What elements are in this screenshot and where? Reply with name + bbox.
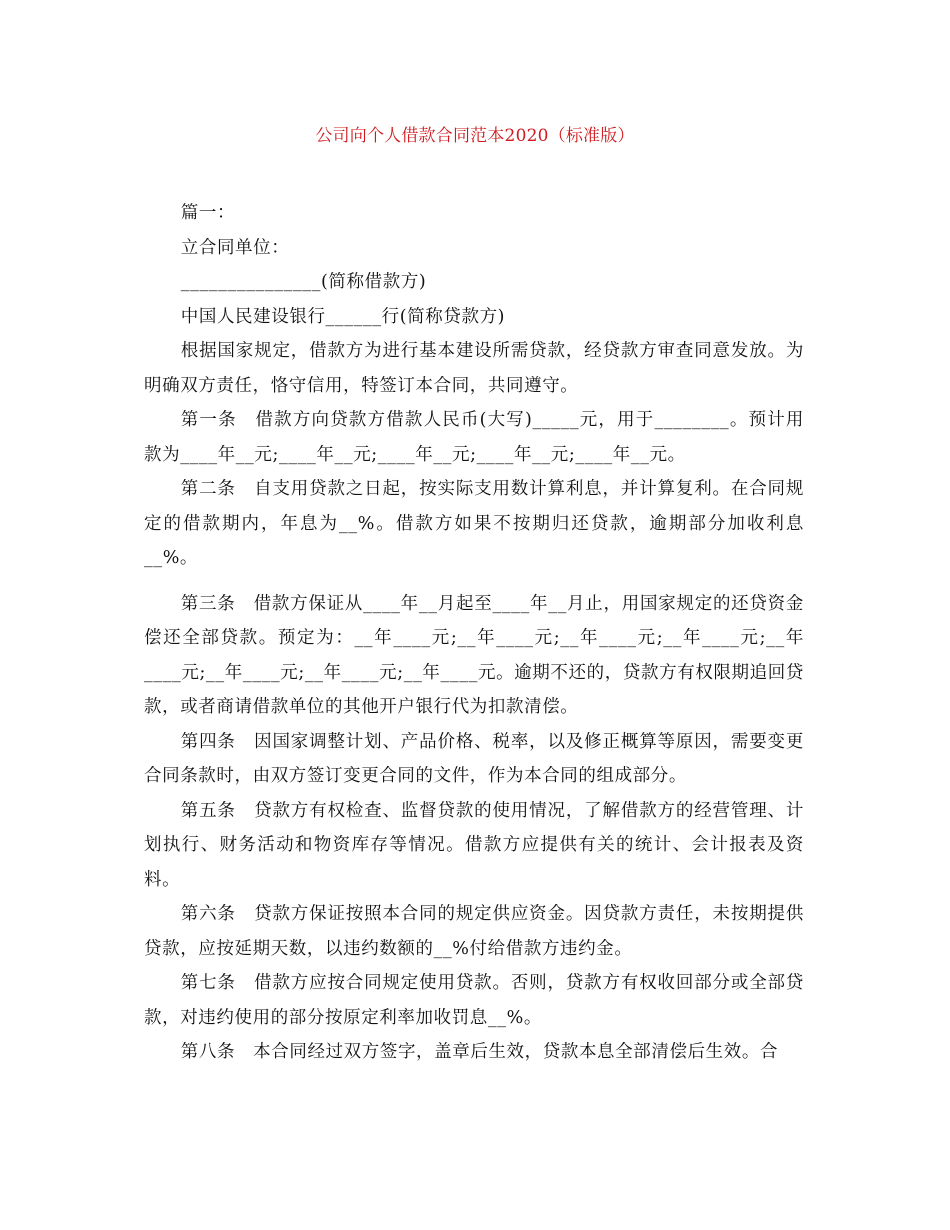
paragraph-article-2: 第二条 自支用贷款之日起，按实际支用数计算利息，并计算复利。在合同规定的借款期内，年息为__%。借款方如果不按期归还贷款，逾期部分加收利息__%。 [144, 479, 804, 568]
paragraph-section-heading: 篇一： [180, 203, 236, 223]
paragraph-article-3: 第三条 借款方保证从____年__月起至____年__月止，用国家规定的还贷资金偿还全部贷款。预定为：__年____元;__年____元;__年____元;__年____元;__年____元;__年____元;__年____元;__年____元。逾期不还的，贷款方有权限期追回贷款，或者商请借款单位的其他开户银行代为扣款清偿。 [144, 593, 804, 717]
paragraph-article-1: 第一条 借款方向贷款方借款人民币(大写)_____元，用于________。预计用款为____年__元;____年__元;____年__元;____年__元;____年__元。 [144, 410, 804, 465]
paragraph-article-7: 第七条 借款方应按合同规定使用贷款。否则，贷款方有权收回部分或全部贷款，对违约使用的部分按原定利率加收罚息__%。 [144, 973, 804, 1028]
document-title: 公司向个人借款合同范本2020（标准版） [315, 126, 635, 146]
paragraph-lender-line: 中国人民建设银行______行(简称贷款方) [180, 306, 506, 327]
paragraph-borrower-line: _______________(简称借款方) [180, 272, 427, 292]
paragraph-preamble: 根据国家规定，借款方为进行基本建设所需贷款，经贷款方审查同意发放。为明确双方责任，恪守信用，特签订本合同，共同遵守。 [144, 341, 804, 396]
document-body [144, 196, 804, 1070]
paragraph-article-8: 第八条 本合同经过双方签字，盖章后生效，贷款本息全部清偿后生效。合 [180, 1042, 779, 1062]
paragraph-article-5: 第五条 贷款方有权检查、监督贷款的使用情况，了解借款方的经营管理、计划执行、财务活动和物资库存等情况。借款方应提供有关的统计、会计报表及资料。 [144, 800, 804, 890]
paragraph-article-6: 第六条 贷款方保证按照本合同的规定供应资金。因贷款方责任，未按期提供贷款，应按延期天数，以违约数额的__%付给借款方违约金。 [144, 904, 804, 959]
paragraph-article-4: 第四条 因国家调整计划、产品价格、税率，以及修正概算等原因，需要变更合同条款时，由双方签订变更合同的文件，作为本合同的组成部分。 [144, 731, 804, 786]
paragraph-contract-parties-label: 立合同单位： [180, 237, 290, 258]
